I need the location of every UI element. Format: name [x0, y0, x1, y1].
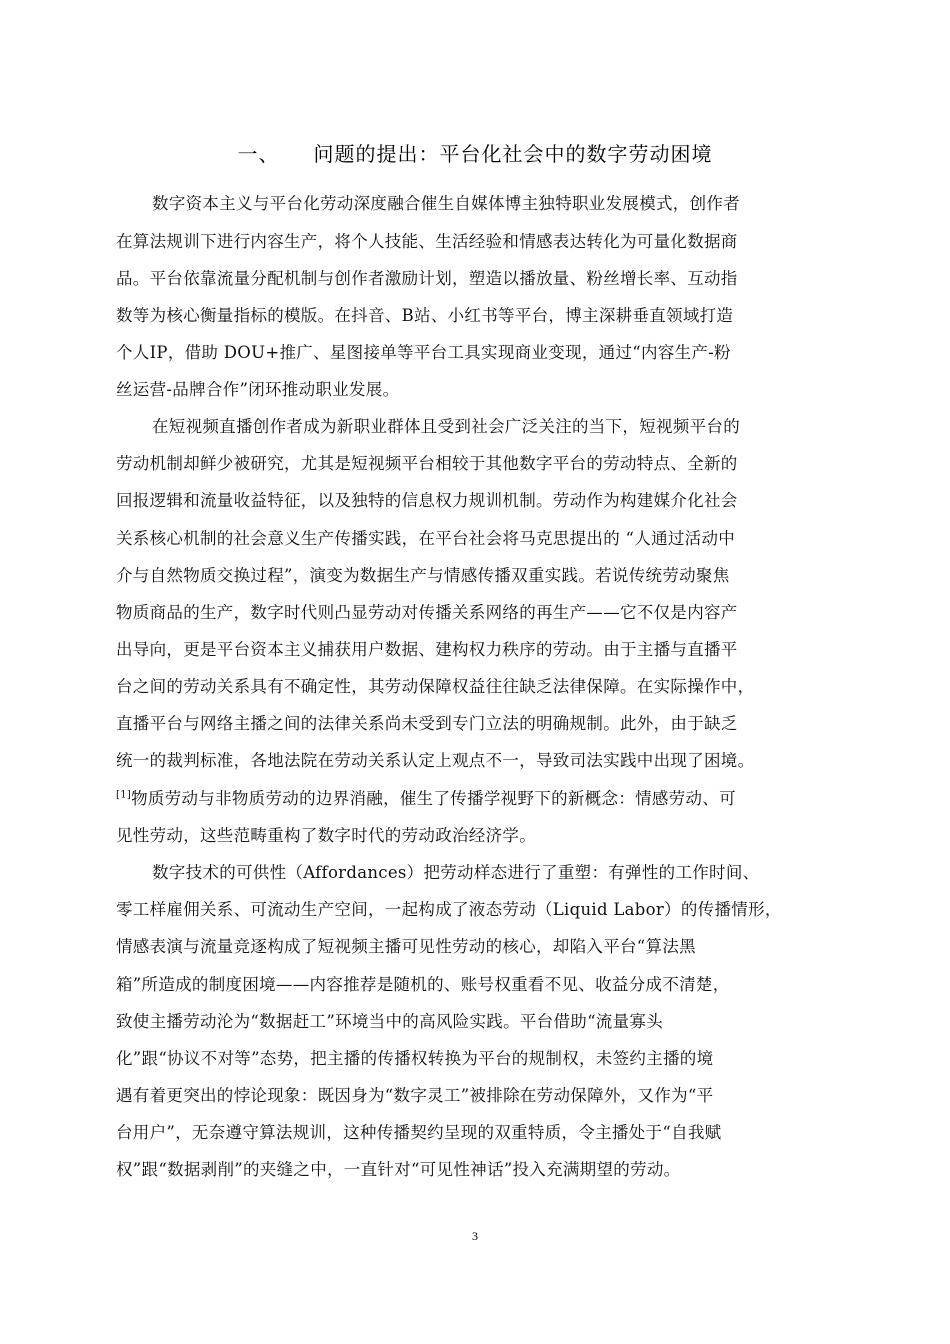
paragraph-1-line-6: 丝运营-品牌合作”闭环推动职业发展。: [116, 380, 400, 399]
paragraph-1-line-4: 数等为核心衡量指标的模版。在抖音、B站、小红书等平台，博主深耕垂直领域打造: [116, 306, 734, 325]
paragraph-3-line-5: 致使主播劳动沦为“数据赶工”环境当中的高风险实践。平台借助“流量寡头: [116, 1012, 664, 1031]
paragraph-1-line-3: 品。平台依靠流量分配机制与创作者激励计划，塑造以播放量、粉丝增长率、互动指: [116, 269, 738, 288]
paragraph-3-line-2: 零工样雇佣关系、可流动生产空间，一起构成了液态劳动（Liquid Labor）的传播情形，: [116, 900, 782, 919]
section-title: 问题的提出：平台化社会中的数字劳动困境: [313, 142, 713, 166]
citation-line-text: 物质劳动与非物质劳动的边界消融，催生了传播学视野下的新概念：情感劳动、可: [131, 789, 736, 808]
paragraph-2-line-6: 物质商品的生产，数字时代则凸显劳动对传播关系网络的再生产——它不仅是内容产: [116, 603, 738, 622]
paragraph-2-line-1: 在短视频直播创作者成为新职业群体且受到社会广泛关注的当下，短视频平台的: [152, 417, 740, 436]
paragraph-2-line-7: 出导向，更是平台资本主义捕获用户数据、建构权力秩序的劳动。由于主播与直播平: [116, 640, 738, 659]
paragraph-1-line-1: 数字资本主义与平台化劳动深度融合催生自媒体博主独特职业发展模式，创作者: [152, 194, 740, 213]
paragraph-2-line-3: 回报逻辑和流量收益特征，以及独特的信息权力规训机制。劳动作为构建媒介化社会: [116, 491, 738, 510]
paragraph-2-line-2: 劳动机制却鲜少被研究，尤其是短视频平台相较于其他数字平台的劳动特点、全新的: [116, 454, 738, 473]
paragraph-2-line-12: 见性劳动，这些范畴重构了数字时代的劳动政治经济学。: [116, 826, 536, 845]
paragraph-2-line-9: 直播平台与网络主播之间的法律关系尚未受到专门立法的明确规制。此外，由于缺乏: [116, 714, 738, 733]
paragraph-1-line-2: 在算法规训下进行内容生产，将个人技能、生活经验和情感表达转化为可量化数据商: [116, 232, 738, 251]
paragraph-3-line-4: 箱”所造成的制度困境——内容推荐是随机的、账号权重看不见、收益分成不清楚，: [116, 975, 730, 994]
paragraph-2-line-10: 统一的裁判标准，各地法院在劳动关系认定上观点不一，导致司法实践中出现了困境。: [116, 751, 755, 770]
paragraph-3-line-8: 台用户”，无奈遵守算法规训，这种传播契约呈现的双重特质，令主播处于“自我赋: [116, 1123, 722, 1142]
paragraph-2-line-5: 介与自然物质交换过程”，演变为数据生产与情感传播双重实践。若说传统劳动聚焦: [116, 566, 730, 585]
paragraph-2-line-4: 关系核心机制的社会意义生产传播实践，在平台社会将马克思提出的 “人通过活动中: [116, 529, 736, 548]
paragraph-3-line-9: 权”跟“数据剥削”的夹缝之中，一直针对“可见性神话”投入充满期望的劳动。: [116, 1160, 681, 1179]
paragraph-3-line-6: 化”跟“协议不对等”态势，把主播的传播权转换为平台的规制权，未签约主播的境: [116, 1049, 714, 1068]
paragraph-3-line-3: 情感表演与流量竞逐构成了短视频主播可见性劳动的核心，却陷入平台“算法黑: [116, 937, 696, 956]
paragraph-3-line-7: 遇有着更突出的悖论现象：既因身为“数字灵工”被排除在劳动保障外，又作为“平: [116, 1086, 714, 1105]
section-heading: [0, 138, 950, 167]
paragraph-1-line-5: 个人IP，借助 DOU+推广、星图接单等平台工具实现商业变现，通过“内容生产-粉: [116, 343, 731, 362]
page-number: 3: [472, 1229, 478, 1243]
paragraph-2-line-11: [116, 788, 836, 810]
section-number: 一、: [237, 142, 280, 166]
citation-ref: [1]: [116, 789, 132, 801]
paragraph-3-line-1: 数字技术的可供性（Affordances）把劳动样态进行了重塑：有弹性的工作时间、: [152, 863, 760, 882]
paragraph-2-line-8: 台之间的劳动关系具有不确定性，其劳动保障权益往往缺乏法律保障。在实际操作中，: [116, 677, 755, 696]
